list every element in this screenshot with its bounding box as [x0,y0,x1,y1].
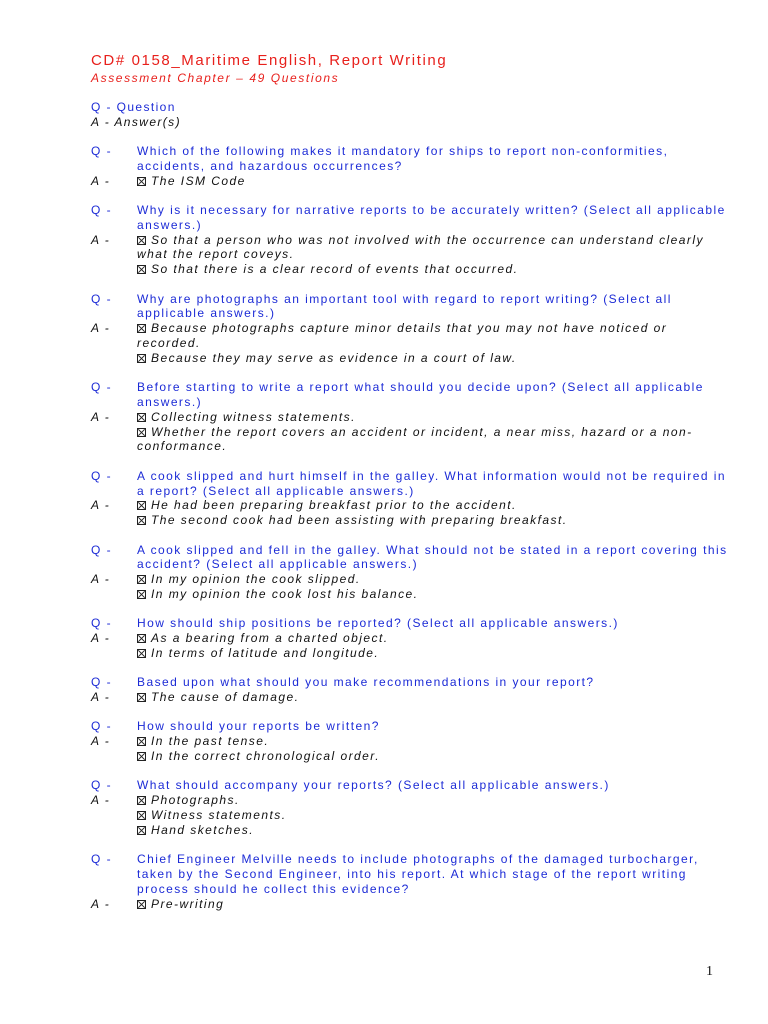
answer-text: In the correct chronological order. [151,749,381,764]
question-row [91,292,731,322]
document-page [91,52,731,926]
question-text: How should ship positions be reported? (Select all applicable answers.) [137,616,619,631]
answer-item [137,749,731,764]
answer-item [137,425,731,455]
answer-row [91,734,731,764]
answer-text: In terms of latitude and longitude. [151,645,380,660]
answer-list [137,410,731,454]
answer-item [137,174,731,189]
answer-text: Because photographs capture minor details that you may not have noticed or recorded. [137,321,668,350]
checked-box-icon [137,177,146,186]
qa-item [91,203,731,277]
answer-item [137,734,731,749]
question-text: Before starting to write a report what should you decide upon? (Select all applicable answers.) [137,380,704,409]
answer-text: As a bearing from a charted object. [151,631,389,646]
answer-text: Pre-writing [151,896,225,911]
question-prefix: Q - [91,291,113,306]
question-prefix: Q - [91,778,113,793]
answer-text: Witness statements. [151,808,287,823]
answer-prefix: A - [91,631,111,646]
qa-item [91,543,731,602]
answer-list [137,631,731,661]
answer-prefix: A - [91,572,111,587]
answer-row [91,897,731,912]
question-text: Based upon what should you make recommendations in your report? [137,675,595,690]
checked-box-icon [137,354,146,363]
answer-item [137,572,731,587]
question-text: A cook slipped and hurt himself in the galley. What information would not be required in a report? (Select all applicable answers.) [137,468,726,498]
question-row [91,852,731,896]
answer-list [137,233,731,277]
answer-prefix: A - [91,690,111,705]
checked-box-icon [137,428,146,437]
question-prefix: Q - [91,380,113,395]
answer-item [137,587,731,602]
answer-text: Hand sketches. [151,822,255,837]
answer-prefix: A - [91,321,111,336]
question-prefix: Q - [91,719,113,734]
answer-item [137,823,731,838]
question-row [91,380,731,410]
checked-box-icon [137,826,146,835]
answer-text: Photographs. [151,793,240,808]
qa-item [91,719,731,763]
checked-box-icon [137,501,146,510]
answer-row [91,572,731,602]
qa-item [91,675,731,705]
question-row [91,543,731,573]
answer-item [137,897,731,912]
qa-item [91,292,731,366]
answer-item [137,513,731,528]
answer-item [137,498,731,513]
answer-list [137,690,731,705]
answer-text: The second cook had been assisting with preparing breakfast. [151,513,568,528]
question-prefix: Q - [91,852,113,867]
qa-item [91,778,731,837]
question-row [91,778,731,793]
document-subtitle: Assessment Chapter – 49 Questions [91,71,340,85]
checked-box-icon [137,236,146,245]
answer-item [137,631,731,646]
question-text: Which of the following makes it mandatory for ships to report non-conformities, accidents, and hazardous occurrences? [137,144,669,173]
checked-box-icon [137,693,146,702]
answer-row [91,233,731,277]
question-row [91,469,731,499]
checked-box-icon [137,796,146,805]
checked-box-icon [137,575,146,584]
answer-prefix: A - [91,498,111,513]
answer-text: The cause of damage. [151,690,300,705]
question-row [91,144,731,174]
checked-box-icon [137,649,146,658]
checked-box-icon [137,265,146,274]
answer-text: The ISM Code [151,173,246,188]
question-text: A cook slipped and fell in the galley. What should not be stated in a report covering this accident? (Select all applicable answers.) [137,542,728,572]
answer-item [137,233,731,263]
question-row [91,675,731,690]
question-prefix: Q - [91,202,113,217]
answer-item [137,646,731,661]
answer-text: Because they may serve as evidence in a court of law. [151,350,517,365]
answer-list [137,793,731,837]
answer-row [91,631,731,661]
question-text: How should your reports be written? [137,719,380,734]
answer-list [137,734,731,764]
question-row [91,719,731,734]
answer-item [137,321,731,351]
answer-row [91,793,731,837]
answer-list [137,897,731,912]
answer-list [137,572,731,602]
answer-text: Whether the report covers an accident or incident, a near miss, hazard or a non-conformance. [137,424,693,454]
answer-prefix: A - [91,173,111,188]
checked-box-icon [137,413,146,422]
answer-text: In the past tense. [151,734,270,749]
question-row [91,203,731,233]
page-number: 1 [706,964,713,979]
checked-box-icon [137,324,146,333]
answer-prefix: A - [91,896,111,911]
question-prefix: Q - [91,616,113,631]
answer-prefix: A - [91,793,111,808]
answer-item [137,410,731,425]
checked-box-icon [137,900,146,909]
answer-prefix: A - [91,409,111,424]
question-text: Why are photographs an important tool with regard to report writing? (Select all applicable answers.) [137,291,672,321]
checked-box-icon [137,634,146,643]
checked-box-icon [137,590,146,599]
answer-text: So that a person who was not involved with the occurrence can understand clearly what the report coveys. [137,232,704,262]
answer-row [91,174,731,189]
qa-list [91,144,731,911]
checked-box-icon [137,752,146,761]
answer-prefix: A - [91,232,111,247]
qa-item [91,852,731,911]
answer-row [91,498,731,528]
qa-item [91,616,731,660]
document-title: CD# 0158_Maritime English, Report Writing [91,52,448,69]
question-prefix: Q - [91,144,113,158]
question-text: Why is it necessary for narrative reports to be accurately written? (Select all applicable answers.) [137,202,726,232]
answer-text: Collecting witness statements. [151,409,356,424]
checked-box-icon [137,516,146,525]
legend-answer: A - Answer(s) [91,115,181,129]
legend-question: Q - Question [91,100,176,114]
qa-item [91,144,731,188]
answer-text: In my opinion the cook lost his balance. [151,586,419,601]
question-text: What should accompany your reports? (Select all applicable answers.) [137,778,610,793]
answer-item [137,808,731,823]
answer-prefix: A - [91,734,111,749]
question-row [91,616,731,631]
qa-item [91,469,731,528]
answer-item [137,793,731,808]
answer-item [137,262,731,277]
answer-row [91,321,731,365]
answer-list [137,174,731,189]
answer-list [137,498,731,528]
answer-row [91,690,731,705]
answer-row [91,410,731,454]
answer-text: In my opinion the cook slipped. [151,572,361,587]
answer-list [137,321,731,365]
question-text: Chief Engineer Melville needs to include photographs of the damaged turbocharger, taken by the Second Engineer, into his report. At which stage of the report writing process should he collect this evidence? [137,852,699,896]
qa-item [91,380,731,454]
checked-box-icon [137,811,146,820]
question-prefix: Q - [91,468,113,483]
answer-text: So that there is a clear record of events that occurred. [151,262,519,277]
answer-text: He had been preparing breakfast prior to the accident. [151,498,517,513]
answer-item [137,690,731,705]
question-prefix: Q - [91,675,113,690]
answer-item [137,351,731,366]
question-prefix: Q - [91,542,113,557]
checked-box-icon [137,737,146,746]
